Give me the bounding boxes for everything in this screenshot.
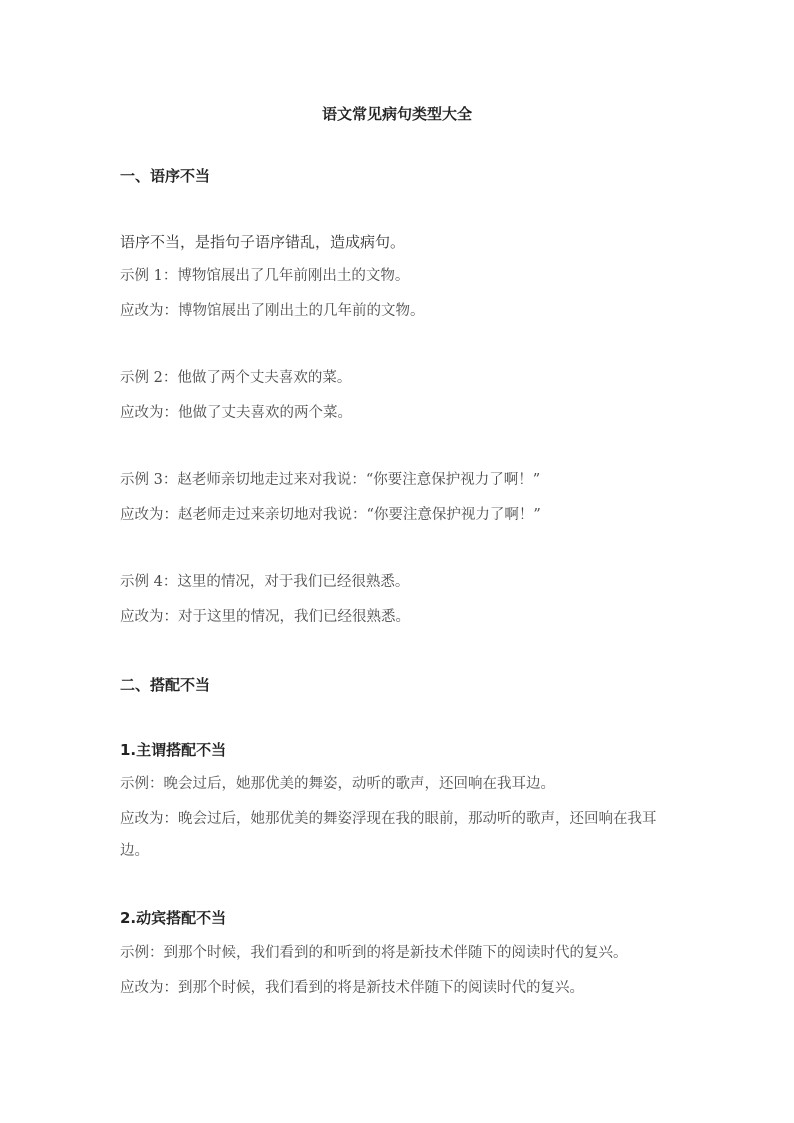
subsection-heading-subject-predicate: 1.主谓搭配不当 xyxy=(120,741,227,759)
correction-3: 应改为：赵老师走过来亲切地对我说：“你要注意保护视力了啊！” xyxy=(120,507,541,523)
correction-4: 应改为：对于这里的情况，我们已经很熟悉。 xyxy=(120,609,410,625)
subsection-example: 示例：到那个时候，我们看到的和听到的将是新技术伴随下的阅读时代的复兴。 xyxy=(120,945,628,961)
example-3: 示例 3：赵老师亲切地走过来对我说：“你要注意保护视力了啊！” xyxy=(120,472,541,488)
example-2: 示例 2：他做了两个丈夫喜欢的菜。 xyxy=(120,370,352,386)
correction-2: 应改为：他做了丈夫喜欢的两个菜。 xyxy=(120,405,352,421)
example-4: 示例 4：这里的情况，对于我们已经很熟悉。 xyxy=(120,574,410,590)
subsection-correction: 应改为：晚会过后，她那优美的舞姿浮现在我的眼前，那动听的歌声，还回响在我耳边。 xyxy=(120,811,657,859)
section-heading-word-order: 一、语序不当 xyxy=(120,167,211,185)
section-heading-collocation: 二、搭配不当 xyxy=(120,676,211,694)
subsection-example: 示例：晚会过后，她那优美的舞姿，动听的歌声，还回响在我耳边。 xyxy=(120,776,555,792)
subsection-correction: 应改为：到那个时候，我们看到的将是新技术伴随下的阅读时代的复兴。 xyxy=(120,980,584,996)
subsection-heading-verb-object: 2.动宾搭配不当 xyxy=(120,909,227,927)
correction-1: 应改为：博物馆展出了刚出土的几年前的文物。 xyxy=(120,303,425,319)
example-1: 示例 1：博物馆展出了几年前刚出土的文物。 xyxy=(120,268,410,284)
section-intro: 语序不当，是指句子语序错乱，造成病句。 xyxy=(120,233,406,251)
document-title: 语文常见病句类型大全 xyxy=(321,105,472,123)
